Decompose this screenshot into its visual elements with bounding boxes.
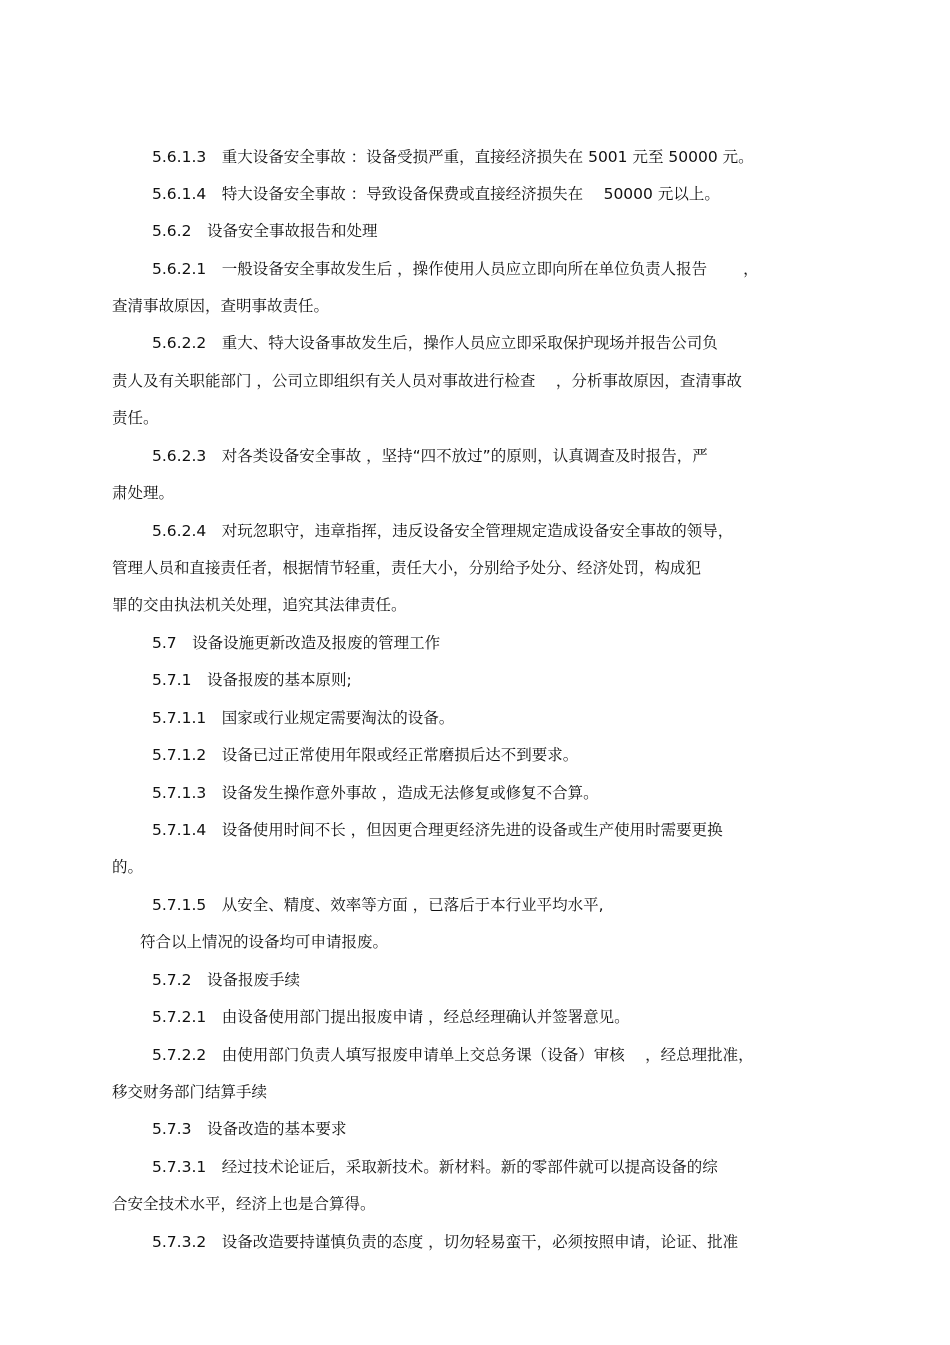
text-line: 5.6.1.4 特大设备安全事故 ：导致设备保费或直接经济损失在 50000 元以上。 bbox=[152, 185, 720, 203]
text-line: 5.7.1.2 设备已过正常使用年限或经正常磨损后达不到要求。 bbox=[152, 746, 579, 764]
text-line: 查清事故原因，查明事故责任。 bbox=[112, 297, 330, 315]
text-line: 5.7.1.4 设备使用时间不长 ，但因更合理更经济先进的设备或生产使用时需要更换 bbox=[152, 821, 723, 839]
text-line: 5.7.1.3 设备发生操作意外事故 ，造成无法修复或修复不合算。 bbox=[152, 784, 599, 802]
text-line: 5.7.2.1 由设备使用部门提出报废申请 ，经总经理确认并签署意见。 bbox=[152, 1008, 630, 1026]
text-line: 的。 bbox=[112, 858, 144, 876]
text-line: 5.7.3.2 设备改造要持谨慎负责的态度 ，切勿轻易蛮干，必须按照申请，论证、批准 bbox=[152, 1233, 739, 1251]
text-line: 5.7.1 设备报废的基本原则; bbox=[152, 671, 352, 689]
text-line: 5.7.2 设备报废手续 bbox=[152, 971, 300, 989]
text-line: 5.7.3 设备改造的基本要求 bbox=[152, 1120, 347, 1138]
text-line: 5.7.1.5 从安全、精度、效率等方面 ，已落后于本行业平均水平, bbox=[152, 896, 604, 914]
text-line: 责人及有关职能部门 ，公司立即组织有关人员对事故进行检查 ，分析事故原因，查清事故 bbox=[112, 372, 742, 390]
text-line: 5.6.1.3 重大设备安全事故 ：设备受损严重，直接经济损失在 5001 元至 50000 元。 bbox=[152, 148, 754, 166]
text-line: 符合以上情况的设备均可申请报废。 bbox=[140, 933, 389, 951]
text-line: 罪的交由执法机关处理，追究其法律责任。 bbox=[112, 596, 407, 614]
text-line: 肃处理。 bbox=[112, 484, 175, 502]
text-line: 5.6.2 设备安全事故报告和处理 bbox=[152, 222, 378, 240]
text-line: 5.6.2.3 对各类设备安全事故 ，坚持“四不放过”的原则，认真调查及时报告，严 bbox=[152, 447, 708, 465]
text-line: 5.7 设备设施更新改造及报废的管理工作 bbox=[152, 634, 441, 652]
text-line: 5.7.2.2 由使用部门负责人填写报废申请单上交总务课（设备）审核 ，经总理批准， bbox=[152, 1046, 754, 1064]
text-line: 5.7.1.1 国家或行业规定需要淘汰的设备。 bbox=[152, 709, 455, 727]
text-line: 5.6.2.1 一般设备安全事故发生后 ，操作使用人员应立即向所在单位负责人报告 ， bbox=[152, 260, 759, 278]
text-line: 移交财务部门结算手续 bbox=[112, 1083, 268, 1101]
text-line: 管理人员和直接责任者，根据情节轻重，责任大小，分别给予处分、经济处罚，构成犯 bbox=[112, 559, 702, 577]
text-line: 责任。 bbox=[112, 409, 159, 427]
text-line: 5.6.2.2 重大、特大设备事故发生后，操作人员应立即采取保护现场并报告公司负 bbox=[152, 334, 718, 352]
text-line: 合安全技术水平，经济上也是合算得。 bbox=[112, 1195, 376, 1213]
text-line: 5.6.2.4 对玩忽职守，违章指挥，违反设备安全管理规定造成设备安全事故的领导， bbox=[152, 522, 734, 540]
text-line: 5.7.3.1 经过技术论证后，采取新技术。新材料。新的零部件就可以提高设备的综 bbox=[152, 1158, 718, 1176]
